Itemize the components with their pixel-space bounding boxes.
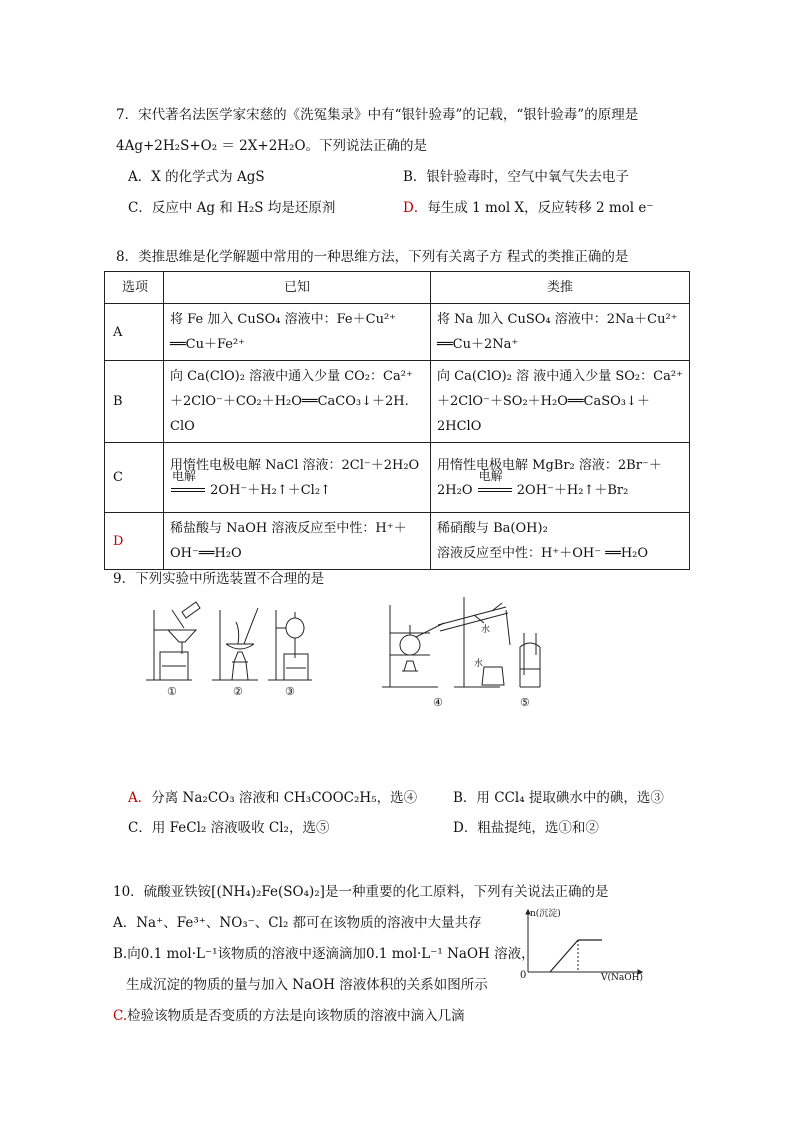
apparatus-label-2: ② (233, 685, 243, 698)
known-cell (164, 443, 431, 513)
table-row (105, 443, 690, 513)
q9-option-d: D．粗盐提纯，选①和② (453, 820, 599, 836)
graph-x-label: V(NaOH) (601, 973, 643, 983)
row-option: A (105, 304, 164, 361)
row-option: C (105, 443, 164, 513)
q9-option-a (128, 786, 417, 806)
cell-line: 向 Ca(ClO)₂ 溶 液中通入少量 SO₂：Ca²⁺ (437, 369, 683, 384)
cell-line: 2HClO (437, 419, 482, 434)
graph-origin: 0 (520, 970, 527, 981)
inference-cell (431, 513, 690, 570)
q10-option-c (113, 1004, 465, 1024)
inference-cell (431, 304, 690, 361)
q9-option-a-text: 分离 Na₂CO₃ 溶液和 CH₃COOC₂H₅，选④ (151, 790, 418, 806)
cell-line: 稀硝酸与 Ba(OH)₂ (437, 521, 548, 536)
cell-line: ＋2ClO⁻＋SO₂＋H₂O══CaSO₃↓＋ (437, 394, 650, 409)
apparatus-label-5: ⑤ (520, 696, 530, 709)
q9-option-b: B．用 CCl₄ 提取碘水中的碘，选③ (453, 790, 664, 806)
known-cell (164, 513, 431, 570)
cell-line: ClO (170, 419, 195, 434)
table-row (105, 304, 690, 361)
cell-line: 向 Ca(ClO)₂ 溶液中通入少量 CO₂：Ca²⁺ (170, 369, 413, 384)
header-option: 选项 (105, 272, 164, 304)
cell-line: 溶液反应至中性：H⁺＋OH⁻ ══H₂O (437, 546, 649, 561)
electrolysis-condition: 电解 (170, 478, 206, 503)
q7-option-d (403, 196, 653, 216)
q10-option-a: A．Na⁺、Fe³⁺、NO₃⁻、Cl₂ 都可在该物质的溶液中大量共存 (113, 915, 482, 931)
row-option: B (105, 361, 164, 443)
q7-option-c: C．反应中 Ag 和 H₂S 均是还原剂 (128, 200, 336, 216)
cell-line: 用惰性电极电解 NaCl 溶液：2Cl⁻＋2H₂O (170, 457, 420, 473)
q10-option-c-text: 检验该物质是否变质的方法是向该物质的溶液中滴入几滴 (127, 1008, 465, 1024)
q7-option-a: A．X 的化学式为 AgS (128, 169, 265, 185)
q8-table (104, 271, 690, 570)
q10-stem: 10．硫酸亚铁铵[(NH₄)₂Fe(SO₄)₂]是一种重要的化工原料，下列有关说法正确的是 (113, 884, 609, 900)
cell-line: 将 Na 加入 CuSO₄ 溶液中：2Na＋Cu²⁺ (437, 312, 678, 327)
apparatus-label-4: ④ (433, 696, 443, 709)
apparatus-figure-4-5 (380, 595, 550, 695)
q7-stem: 7．宋代著名法医学家宋慈的《洗冤集录》中有“银针验毒”的记载，“银针验毒”的原理是 (116, 107, 639, 123)
apparatus-label-1: ① (167, 685, 177, 698)
q7-option-d-letter: D． (403, 200, 428, 216)
q9-option-a-letter: A． (128, 790, 152, 806)
cell-line: ══Cu＋Fe²⁺ (170, 337, 246, 352)
inference-cell (431, 361, 690, 443)
header-inference: 类推 (431, 272, 690, 304)
table-row (105, 513, 690, 570)
table-row (105, 361, 690, 443)
q10-option-b-line2: 生成沉淀的物质的量与加入 NaOH 溶液体积的关系如图所示 (126, 977, 488, 993)
inference-cell (431, 443, 690, 513)
q10-option-c-letter: C. (113, 1008, 128, 1024)
electrolysis-condition: 电解 (477, 478, 513, 503)
row-option: D (105, 513, 164, 570)
q9-option-c: C．用 FeCl₂ 溶液吸收 Cl₂，选⑤ (128, 820, 330, 836)
q8-stem: 8．类推思维是化学解题中常用的一种思维方法，下列有关离子方 程式的类推正确的是 (116, 249, 629, 265)
q10-option-b-line1: B.向0.1 mol·L⁻¹该物质的溶液中逐滴滴加0.1 mol·L⁻¹ NaOH 溶液， (113, 946, 535, 962)
cell-line: 稀盐酸与 NaOH 溶液反应至中性：H⁺＋ (170, 521, 407, 536)
known-cell (164, 304, 431, 361)
header-known: 已知 (164, 272, 431, 304)
water-label-1: 水 (481, 625, 491, 635)
known-cell (164, 361, 431, 443)
water-label-2: 水 (474, 659, 484, 669)
q7-equation: 4Ag+2H₂S+O₂ ＝ 2X+2H₂O。下列说法正确的是 (116, 138, 428, 154)
q9-stem: 9．下列实验中所选装置不合理的是 (113, 571, 325, 587)
cell-line: 将 Fe 加入 CuSO₄ 溶液中：Fe＋Cu²⁺ (170, 312, 397, 327)
cell-line: ＋2ClO⁻＋CO₂＋H₂O══CaCO₃↓＋2H. (170, 394, 409, 409)
cell-line: 用惰性电极电解 MgBr₂ 溶液：2Br⁻＋ (437, 457, 662, 473)
table-header-row (105, 272, 690, 304)
cell-line: OH⁻══H₂O (170, 546, 242, 561)
cell-line: 2H₂O 电解 2OH⁻＋H₂↑＋Br₂ (437, 478, 683, 503)
q7-option-d-text: 每生成 1 mol X，反应转移 2 mol e⁻ (427, 200, 654, 216)
cell-line: 电解 2OH⁻＋H₂↑＋Cl₂↑ (170, 478, 424, 503)
cell-line: ══Cu＋2Na⁺ (437, 337, 519, 352)
apparatus-label-3: ③ (285, 685, 295, 698)
q7-option-b: B．银针验毒时，空气中氧气失去电子 (403, 169, 629, 185)
graph-y-label: n(沉淀) (530, 909, 561, 919)
